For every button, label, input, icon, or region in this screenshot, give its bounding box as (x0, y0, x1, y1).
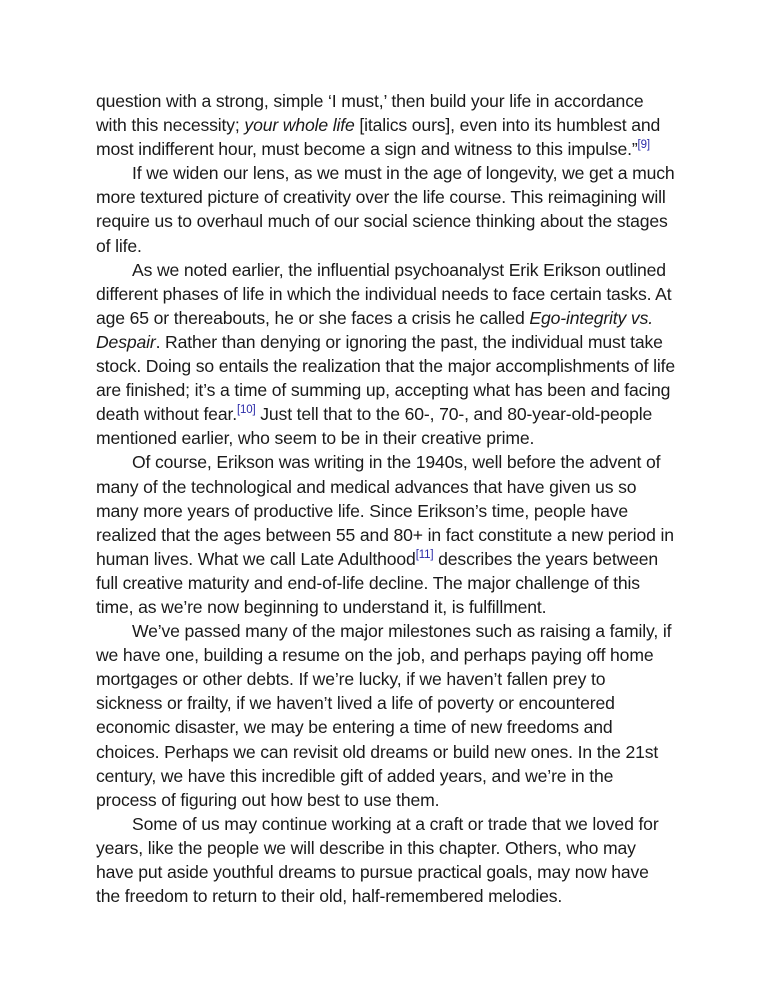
paragraph (96, 619, 676, 812)
text-run: Some of us may continue working at a craft or trade that we loved for years, like the people we will describe in this chapter. Others, who may have put aside youthful dreams to pursue practical goals, may now have the freedom to return to their old, half-remembered melodies. (96, 813, 659, 907)
text-run: As we noted earlier, the influential psychoanalyst Erik Erikson outlined different phases of life in which the individual needs to face certain tasks. At age 65 or thereabouts, he or she faces a crisis he called (96, 259, 672, 328)
footnote-link[interactable]: [9] (637, 139, 650, 152)
text-run: . Rather than denying or ignoring the past, the individual must take stock. Doing so entails the realization that the major accomplishments of life are finished; it’s a time of summing up, accepting what has been and facing death without fear. (96, 331, 675, 425)
text-run: Just tell that to the 60-, 70-, and 80-year-old-people mentioned earlier, who seem to be in their creative prime. (96, 404, 653, 449)
italic-text: your whole life (244, 115, 355, 136)
body-text (96, 89, 676, 908)
paragraph (96, 258, 676, 451)
footnote-link[interactable]: [11] (415, 548, 434, 561)
text-run: Of course, Erikson was writing in the 1940s, well before the advent of many of the technological and medical advances that have given us so many more years of productive life. Since Erikson’s time, people have realized that the ages between 55 and 80+ in fact constitute a new period in human lives. What we call Late Adulthood (96, 452, 674, 569)
paragraph (96, 89, 676, 161)
footnote-link[interactable]: [10] (236, 404, 256, 417)
paragraph (96, 812, 676, 908)
text-run: describes the years between full creative maturity and end-of-life decline. The major challenge of this time, as we’re now beginning to understand it, is fulfillment. (96, 548, 659, 617)
paragraph (96, 450, 676, 619)
paragraph (96, 161, 676, 257)
text-run: We’ve passed many of the major milestones such as raising a family, if we have one, building a resume on the job, and perhaps paying off home mortgages or other debts. If we’re lucky, if we haven’t fallen prey to sickness or frailty, if we haven’t lived a life of poverty or encountered economic disaster, we may be entering a time of new freedoms and choices. Perhaps we can revisit old dreams or build new ones. In the 21st century, we have this incredible gift of added years, and we’re in the process of figuring out how best to use them. (96, 621, 672, 810)
text-run: question with a strong, simple ‘I must,’ then build your life in accordance with this necessity; (96, 91, 644, 136)
italic-text: Ego-integrity vs. Despair (96, 307, 653, 352)
text-run: If we widen our lens, as we must in the age of longevity, we get a much more textured picture of creativity over the life course. This reimagining will require us to overhaul much of our social science thinking about the stages of life. (96, 163, 675, 256)
text-run: [italics ours], even into its humblest and most indifferent hour, must become a sign and witness to this impulse.” (96, 115, 661, 160)
